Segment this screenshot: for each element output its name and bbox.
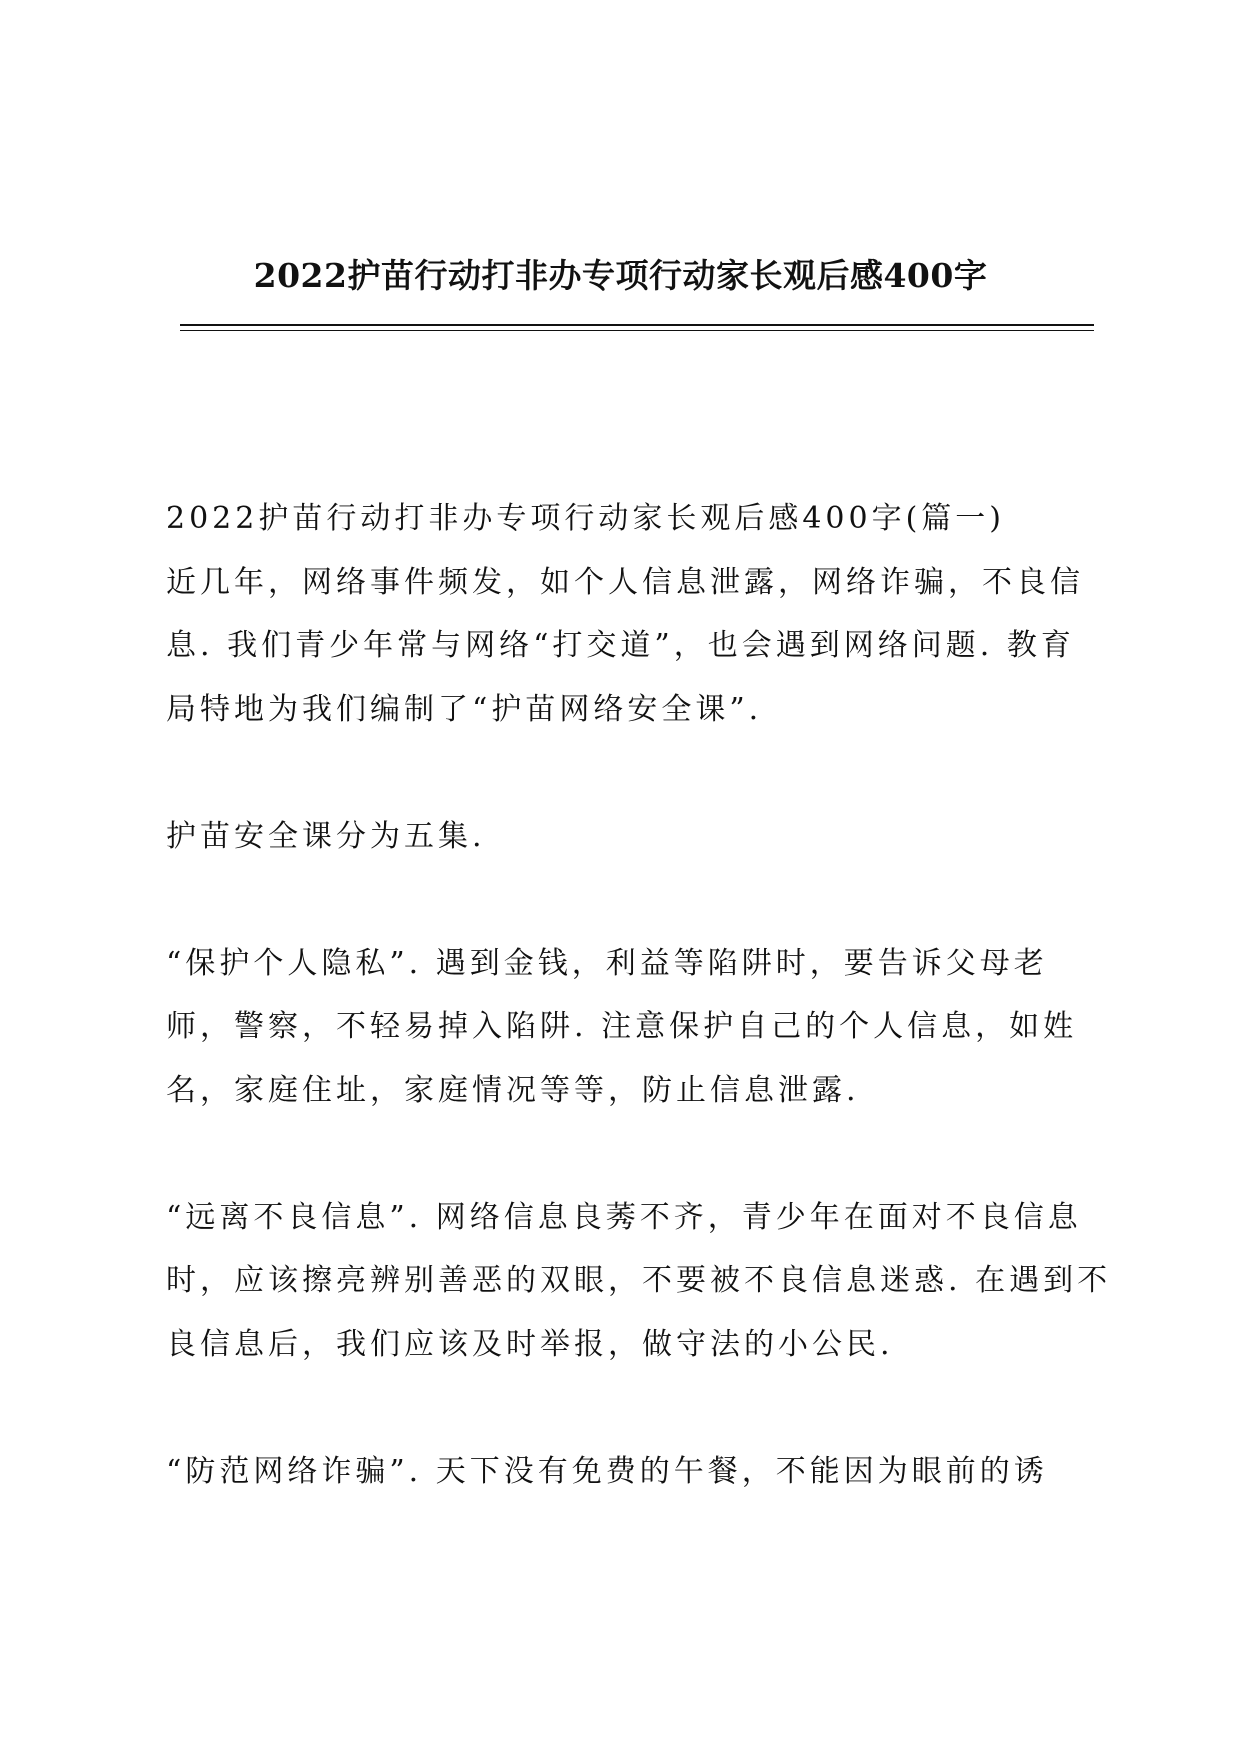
paragraph-spacer	[166, 1122, 1096, 1186]
title-divider-thick	[180, 324, 1094, 326]
paragraph-line: 良信息后，我们应该及时举报，做守法的小公民.	[166, 1326, 894, 1362]
paragraph-line: 师，警察，不轻易掉入陷阱. 注意保护自己的个人信息，如姓	[166, 1009, 1078, 1044]
paragraph-line: “防范网络诈骗”. 天下没有免费的午餐，不能因为眼前的诱	[166, 1453, 1048, 1489]
paragraph-line: 近几年，网络事件频发，如个人信息泄露，网络诈骗，不良信	[166, 564, 1084, 600]
document-body	[166, 487, 1112, 1503]
paragraph-line: “保护个人隐私”. 遇到金钱，利益等陷阱时，要告诉父母老	[166, 945, 1048, 981]
paragraph-spacer	[166, 1376, 1096, 1440]
paragraph-line: 局特地为我们编制了“护苗网络安全课”.	[166, 691, 763, 727]
section-heading: 2022护苗行动打非办专项行动家长观后感400字(篇一)	[166, 501, 1006, 536]
document-title: 2022护苗行动打非办专项行动家长观后感400字	[253, 256, 988, 295]
paragraph-line: “远离不良信息”. 网络信息良莠不齐，青少年在面对不良信息	[166, 1199, 1082, 1235]
paragraph-line: 护苗安全课分为五集.	[166, 818, 486, 854]
paragraph-spacer	[166, 741, 1096, 805]
paragraph-line: 名，家庭住址，家庭情况等等，防止信息泄露.	[166, 1072, 860, 1108]
paragraph-spacer	[166, 868, 1096, 932]
title-divider-thin	[180, 330, 1094, 331]
paragraph-line: 息. 我们青少年常与网络“打交道”，也会遇到网络问题. 教育	[166, 628, 1075, 663]
paragraph-line: 时，应该擦亮辨别善恶的双眼，不要被不良信息迷惑. 在遇到不	[166, 1263, 1112, 1298]
